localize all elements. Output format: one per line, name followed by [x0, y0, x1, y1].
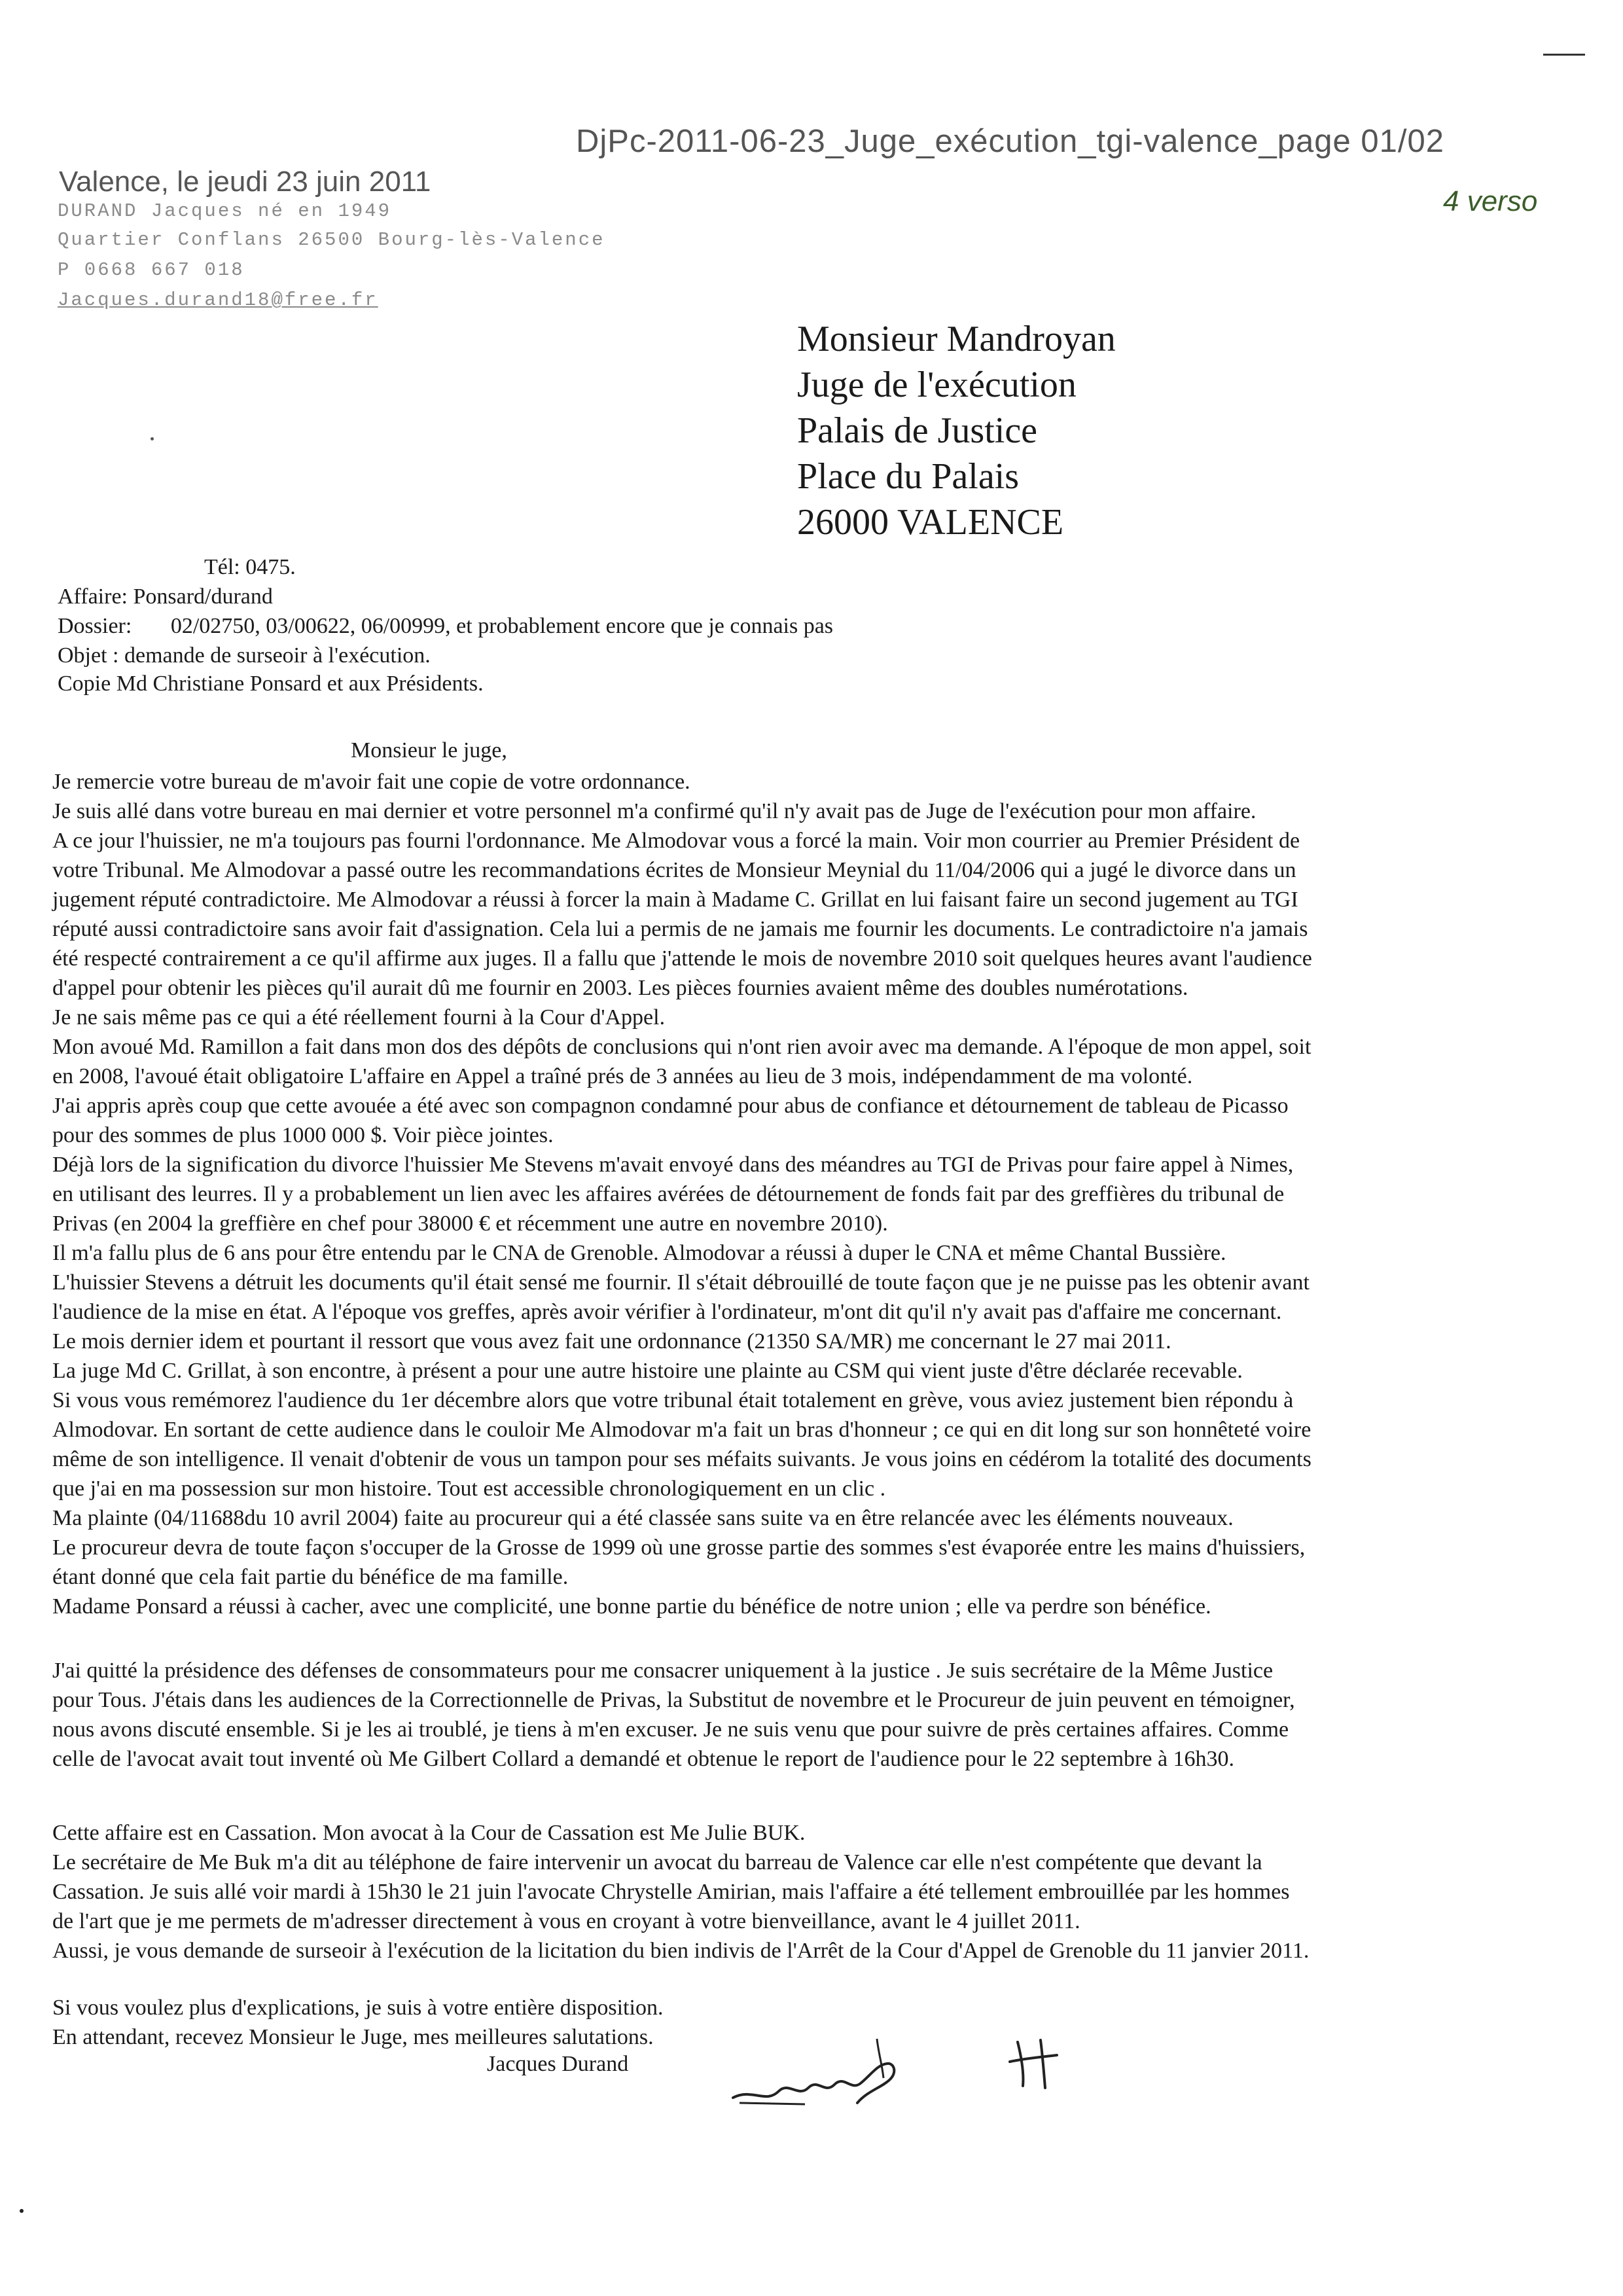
body-line: celle de l'avocat avait tout inventé où Me Gilbert Collard a demandé et obtenue le report de l'audience pour le 22 septembre à 16h30. [52, 1747, 1235, 1771]
body-line: L'huissier Stevens a détruit les documents qu'il était sensé me fournir. Il s'était débrouillé de toute façon que je ne puisse pas les obtenir avant [52, 1270, 1310, 1295]
body-line: J'ai appris après coup que cette avouée a été avec son compagnon condamné pour abus de confiance et détournement de tableau de Picasso [52, 1094, 1289, 1118]
body-line: réputé aussi contradictoire sans avoir fait d'assignation. Cela lui a permis de ne jamais me fournir les documents. Le contradictoire n'a jamais [52, 917, 1308, 941]
sender-email: Jacques.durand18@free.fr [58, 289, 378, 311]
body-line: Déjà lors de la signification du divorce l'huissier Me Stevens m'avait envoyé dans des méandres au TGI de Privas pour faire appel à Nimes, [52, 1153, 1294, 1177]
body-line: l'audience de la mise en état. A l'époque vos greffes, après avoir vérifier à l'ordinateur, m'ont dit qu'il n'y avait pas d'affaire me concernant. [52, 1300, 1282, 1324]
sender-address: Quartier Conflans 26500 Bourg-lès-Valence [58, 229, 605, 251]
body-line: Je ne sais même pas ce qui a été réellement fourni à la Cour d'Appel. [52, 1005, 666, 1030]
stray-dot-bottom [20, 2209, 24, 2213]
affaire-line: Affaire: Ponsard/durand [58, 584, 273, 609]
body-line: La juge Md C. Grillat, à son encontre, à présent a pour une autre histoire une plainte au CSM qui vient juste d'être déclarée recevable. [52, 1359, 1243, 1383]
recipient-block [797, 316, 1116, 545]
document-reference: DjPc-2011-06-23_Juge_exécution_tgi-valence_page 01/02 [576, 124, 1444, 159]
body-line: Aussi, je vous demande de surseoir à l'exécution de la licitation du bien indivis de l'Arrêt de la Cour d'Appel de Grenoble du 11 janvier 2011. [52, 1939, 1310, 1963]
body-line: Le procureur devra de toute façon s'occuper de la Grosse de 1999 où une grosse partie des sommes s'est évaporée entre les mains d'huissiers, [52, 1535, 1306, 1560]
body-line: en 2008, l'avoué était obligatoire L'affaire en Appel a traîné prés de 3 années au lieu de 3 mois, indépendamment de ma volonté. [52, 1064, 1193, 1088]
body-line: d'appel pour obtenir les pièces qu'il aurait dû me fournir en 2003. Les pièces fournies avaient même des doubles numérotations. [52, 976, 1188, 1000]
body-line: Le mois dernier idem et pourtant il ressort que vous avez fait une ordonnance (21350 SA/MR) me concernant le 27 mai 2011. [52, 1329, 1171, 1354]
body-line: Cassation. Je suis allé voir mardi à 15h30 le 21 juin l'avocate Chrystelle Amirian, mais l'affaire a été tellement embrouillée par les hommes [52, 1880, 1290, 1904]
telephone-line: Tél: 0475. [204, 555, 296, 579]
dossier-line: Dossier: 02/02750, 03/00622, 06/00999, et probablement encore que je connais pas [58, 614, 834, 638]
objet-line: Objet : demande de surseoir à l'exécution. [58, 643, 431, 668]
body-line: votre Tribunal. Me Almodovar a passé outre les recommandations écrites de Monsieur Meynial du 11/04/2006 qui a jugé le divorce dans un [52, 858, 1296, 882]
body-line: même de son intelligence. Il venait d'obtenir de vous un tampon pour ses méfaits suivants. Je vous joins en cédérom la totalité des documents [52, 1447, 1311, 1471]
body-line: Il m'a fallu plus de 6 ans pour être entendu par le CNA de Grenoble. Almodovar a réussi à duper le CNA et même Chantal Bussière. [52, 1241, 1226, 1265]
body-line: jugement réputé contradictoire. Me Almodovar a réussi à forcer la main à Madame C. Grillat en lui faisant faire un second jugement au TGI [52, 888, 1298, 912]
recipient-street: Place du Palais [797, 456, 1020, 497]
body-paragraph-2 [52, 1656, 1512, 1774]
sender-phone: P 0668 667 018 [58, 259, 245, 281]
body-line: Ma plainte (04/11688du 10 avril 2004) faite au procureur qui a été classée sans suite va en être relancée avec les éléments nouveaux. [52, 1506, 1234, 1530]
body-line: Cette affaire est en Cassation. Mon avocat à la Cour de Cassation est Me Julie BUK. [52, 1821, 806, 1845]
place-date: Valence, le jeudi 23 juin 2011 [59, 166, 431, 198]
body-line: été respecté contrairement a ce qu'il affirme aux juges. Il a fallu que j'attende le mois de novembre 2010 soit quelques heures avant l'audience [52, 946, 1312, 971]
body-line: Privas (en 2004 la greffière en chef pour 38000 € et récemment une autre en novembre 2010). [52, 1211, 888, 1236]
body-line: pour Tous. J'étais dans les audiences de la Correctionnelle de Privas, la Substitut de novembre et le Procureur de juin peuvent en témoigner, [52, 1688, 1295, 1712]
body-line: étant donné que cela fait partie du bénéfice de ma famille. [52, 1565, 569, 1589]
salutation: Monsieur le juge, [351, 738, 507, 762]
signature-name: Jacques Durand [487, 2052, 629, 2076]
sender-name: DURAND Jacques né en 1949 [58, 200, 392, 222]
body-line: Si vous vous remémorez l'audience du 1er décembre alors que votre tribunal était totalement en grève, vous aviez justement bien répondu à [52, 1388, 1294, 1412]
body-paragraph-3 [52, 1818, 1512, 1965]
recipient-building: Palais de Justice [797, 410, 1038, 451]
body-line: Le secrétaire de Me Buk m'a dit au téléphone de faire intervenir un avocat du barreau de Valence car elle n'est compétente que devant la [52, 1850, 1262, 1874]
recipient-name: Monsieur Mandroyan [797, 319, 1116, 359]
stray-dot [151, 437, 154, 440]
recipient-city: 26000 VALENCE [797, 502, 1064, 543]
body-line: de l'art que je me permets de m'adresser directement à vous en croyant à votre bienveillance, avant le 4 juillet 2011. [52, 1909, 1080, 1933]
body-line: En attendant, recevez Monsieur le Juge, mes meilleures salutations. [52, 2025, 654, 2049]
initials-mark [1005, 2032, 1063, 2091]
body-line: en utilisant des leurres. Il y a probablement un lien avec les affaires avérées de détournement de fonds fait par des greffières du tribunal de [52, 1182, 1285, 1206]
body-line: Je suis allé dans votre bureau en mai dernier et votre personnel m'a confirmé qu'il n'y avait pas de Juge de l'exécution pour mon affaire. [52, 799, 1257, 823]
body-line: Je remercie votre bureau de m'avoir fait une copie de votre ordonnance. [52, 770, 690, 794]
handwritten-margin-note: 4 verso [1443, 185, 1538, 217]
body-paragraph-1 [52, 767, 1512, 1621]
handwritten-signature [726, 2026, 923, 2111]
body-line: Si vous voulez plus d'explications, je suis à votre entière disposition. [52, 1996, 664, 2020]
body-line: J'ai quitté la présidence des défenses de consommateurs pour me consacrer uniquement à la justice . Je suis secrétaire de la Même Justice [52, 1659, 1274, 1683]
copie-line: Copie Md Christiane Ponsard et aux Présidents. [58, 672, 484, 696]
body-line: A ce jour l'huissier, ne m'a toujours pas fourni l'ordonnance. Me Almodovar vous a forcé la main. Voir mon courrier au Premier Président de [52, 829, 1300, 853]
body-line: Mon avoué Md. Ramillon a fait dans mon dos des dépôts de conclusions qui n'ont rien avoir avec ma demande. A l'époque de mon appel, soit [52, 1035, 1311, 1059]
body-line: nous avons discuté ensemble. Si je les ai troublé, je tiens à m'en excuser. Je ne suis venu que pour suivre de près certaines affaires. Comme [52, 1717, 1289, 1742]
body-line: Almodovar. En sortant de cette audience dans le couloir Me Almodovar m'a fait un bras d'honneur ; ce qui en dit long sur son honnêteté voire [52, 1418, 1311, 1442]
margin-dash [1543, 54, 1585, 56]
recipient-title: Juge de l'exécution [797, 365, 1077, 405]
body-line: que j'ai en ma possession sur mon histoire. Tout est accessible chronologiquement en un clic . [52, 1477, 886, 1501]
body-line: Madame Ponsard a réussi à cacher, avec une complicité, une bonne partie du bénéfice de notre union ; elle va perdre son bénéfice. [52, 1594, 1211, 1619]
body-line: pour des sommes de plus 1000 000 $. Voir pièce jointes. [52, 1123, 554, 1147]
